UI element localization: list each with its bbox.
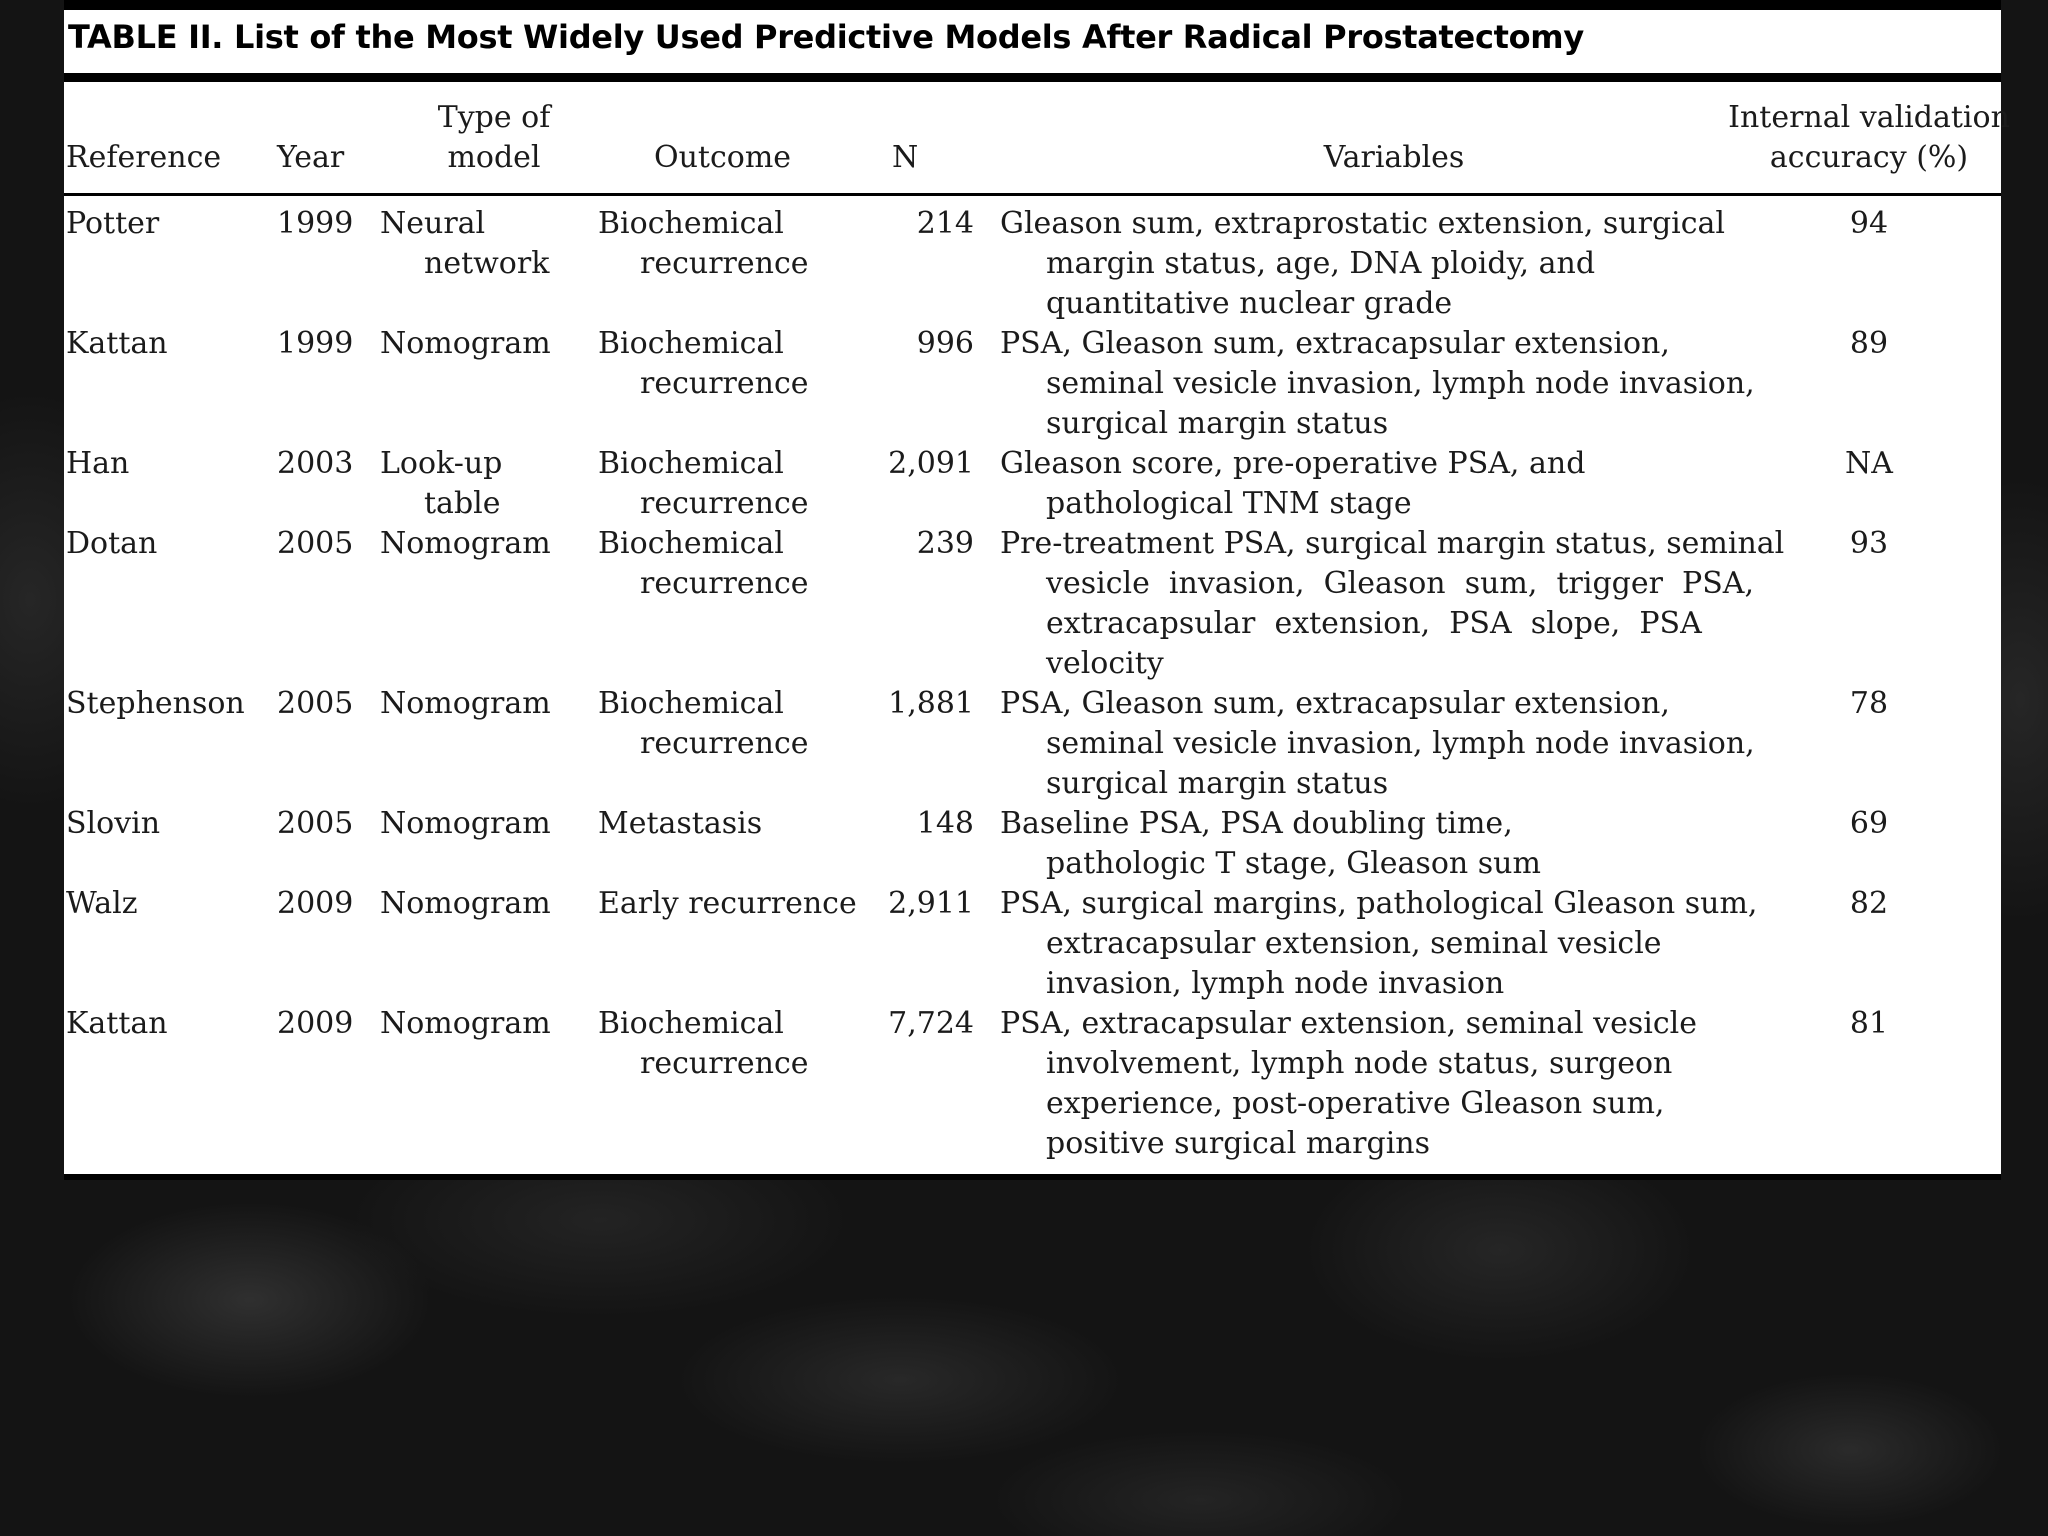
cell-reference: Dotan [66, 526, 158, 561]
cell-variables-line: Gleason score, pre-operative PSA, and [1000, 446, 1586, 481]
cell-variables-line: extracapsular extension, seminal vesicle [1046, 926, 1662, 961]
cell-accuracy: 78 [1849, 686, 1889, 721]
cell-n: 148 [916, 806, 974, 841]
table-sheet [64, 0, 2010, 1180]
cell-reference: Slovin [66, 806, 161, 841]
cell-accuracy: NA [1845, 446, 1893, 481]
cell-n: 996 [916, 326, 974, 361]
table-caption: TABLE II. List of the Most Widely Used Predictive Models After Radical Prostatectomy [68, 18, 1584, 56]
cell-variables-line: surgical margin status [1046, 766, 1389, 801]
cell-type-line: Nomogram [380, 526, 551, 561]
cell-outcome-line: Biochemical [598, 326, 784, 361]
cell-variables-line: pathologic T stage, Gleason sum [1046, 846, 1541, 881]
cell-type-line: network [424, 246, 550, 281]
cell-accuracy: 89 [1849, 326, 1889, 361]
cell-outcome-line: recurrence [640, 366, 809, 401]
cell-type-line: Neural [380, 206, 486, 241]
cell-variables-line: vesicle invasion, Gleason sum, trigger PSA, [1046, 566, 1754, 601]
cell-variables-line: pathological TNM stage [1046, 486, 1412, 521]
cell-variables-line: PSA, Gleason sum, extracapsular extension, [1000, 326, 1670, 361]
cell-outcome-line: Metastasis [598, 806, 763, 841]
header-type-line2: model [447, 140, 541, 175]
cell-variables-line: PSA, surgical margins, pathological Gleason sum, [1000, 886, 1758, 921]
cell-variables-line: quantitative nuclear grade [1046, 286, 1453, 321]
cell-n: 2,091 [888, 446, 974, 481]
cell-outcome-line: recurrence [640, 726, 809, 761]
cell-type-line: Nomogram [380, 1006, 551, 1041]
cell-variables-line: PSA, Gleason sum, extracapsular extension, [1000, 686, 1670, 721]
cell-accuracy: 93 [1849, 526, 1889, 561]
caption-rule [64, 73, 2001, 82]
cell-type-line: table [424, 486, 501, 521]
cell-reference: Potter [66, 206, 160, 241]
cell-type-line: Nomogram [380, 806, 551, 841]
cell-year: 2009 [277, 886, 354, 921]
cell-variables-line: seminal vesicle invasion, lymph node invasion, [1046, 366, 1755, 401]
cell-year: 2005 [277, 806, 354, 841]
header-type-line1: Type of [437, 100, 551, 135]
header-accuracy-line2: accuracy (%) [1769, 140, 1969, 175]
cell-year: 1999 [277, 206, 354, 241]
cell-variables-line: Pre-treatment PSA, surgical margin status, seminal [1000, 526, 1785, 561]
cell-variables-line: Baseline PSA, PSA doubling time, [1000, 806, 1513, 841]
cell-accuracy: 82 [1849, 886, 1889, 921]
cell-n: 7,724 [888, 1006, 974, 1041]
header-year: Year [277, 140, 345, 175]
cell-year: 2003 [277, 446, 354, 481]
cell-outcome-line: Biochemical [598, 446, 784, 481]
cell-type-line: Nomogram [380, 686, 551, 721]
cell-outcome-line: Early recurrence [598, 886, 857, 921]
cell-reference: Kattan [66, 1006, 168, 1041]
bottom-rule [64, 1174, 2001, 1180]
cell-year: 2005 [277, 526, 354, 561]
cell-type-line: Nomogram [380, 326, 551, 361]
cell-outcome-line: recurrence [640, 1046, 809, 1081]
header-n: N [892, 140, 919, 175]
cell-n: 2,911 [888, 886, 974, 921]
top-rule [64, 0, 2001, 10]
cell-outcome-line: Biochemical [598, 206, 784, 241]
cell-outcome-line: Biochemical [598, 526, 784, 561]
cell-outcome-line: recurrence [640, 566, 809, 601]
cell-variables-line: positive surgical margins [1046, 1126, 1431, 1161]
header-outcome: Outcome [654, 140, 792, 175]
cell-type-line: Look-up [380, 446, 503, 481]
cell-outcome-line: recurrence [640, 246, 809, 281]
cell-accuracy: 94 [1849, 206, 1889, 241]
cell-year: 2009 [277, 1006, 354, 1041]
cell-n: 1,881 [888, 686, 974, 721]
header-rule [64, 193, 2001, 196]
cell-variables-line: PSA, extracapsular extension, seminal vesicle [1000, 1006, 1698, 1041]
cell-variables-line: invasion, lymph node invasion [1046, 966, 1505, 1001]
cell-reference: Han [66, 446, 130, 481]
header-reference: Reference [66, 140, 222, 175]
cell-accuracy: 81 [1849, 1006, 1889, 1041]
cell-reference: Kattan [66, 326, 168, 361]
cell-year: 1999 [277, 326, 354, 361]
cell-variables-line: margin status, age, DNA ploidy, and [1046, 246, 1596, 281]
cell-type-line: Nomogram [380, 886, 551, 921]
cell-outcome-line: recurrence [640, 486, 809, 521]
cell-accuracy: 69 [1849, 806, 1889, 841]
cell-variables-line: surgical margin status [1046, 406, 1389, 441]
cell-variables-line: extracapsular extension, PSA slope, PSA [1046, 606, 1702, 641]
cell-variables-line: involvement, lymph node status, surgeon [1046, 1046, 1673, 1081]
cell-n: 214 [916, 206, 974, 241]
cell-variables-line: Gleason sum, extraprostatic extension, surgical [1000, 206, 1726, 241]
cell-year: 2005 [277, 686, 354, 721]
cell-outcome-line: Biochemical [598, 1006, 784, 1041]
header-accuracy-line1: Internal validation [1728, 100, 2010, 135]
cell-reference: Walz [66, 886, 138, 921]
cell-variables-line: velocity [1046, 646, 1164, 681]
cell-n: 239 [916, 526, 974, 561]
cell-variables-line: experience, post-operative Gleason sum, [1046, 1086, 1665, 1121]
header-variables: Variables [1323, 140, 1465, 175]
cell-variables-line: seminal vesicle invasion, lymph node invasion, [1046, 726, 1755, 761]
cell-outcome-line: Biochemical [598, 686, 784, 721]
cell-reference: Stephenson [66, 686, 245, 721]
